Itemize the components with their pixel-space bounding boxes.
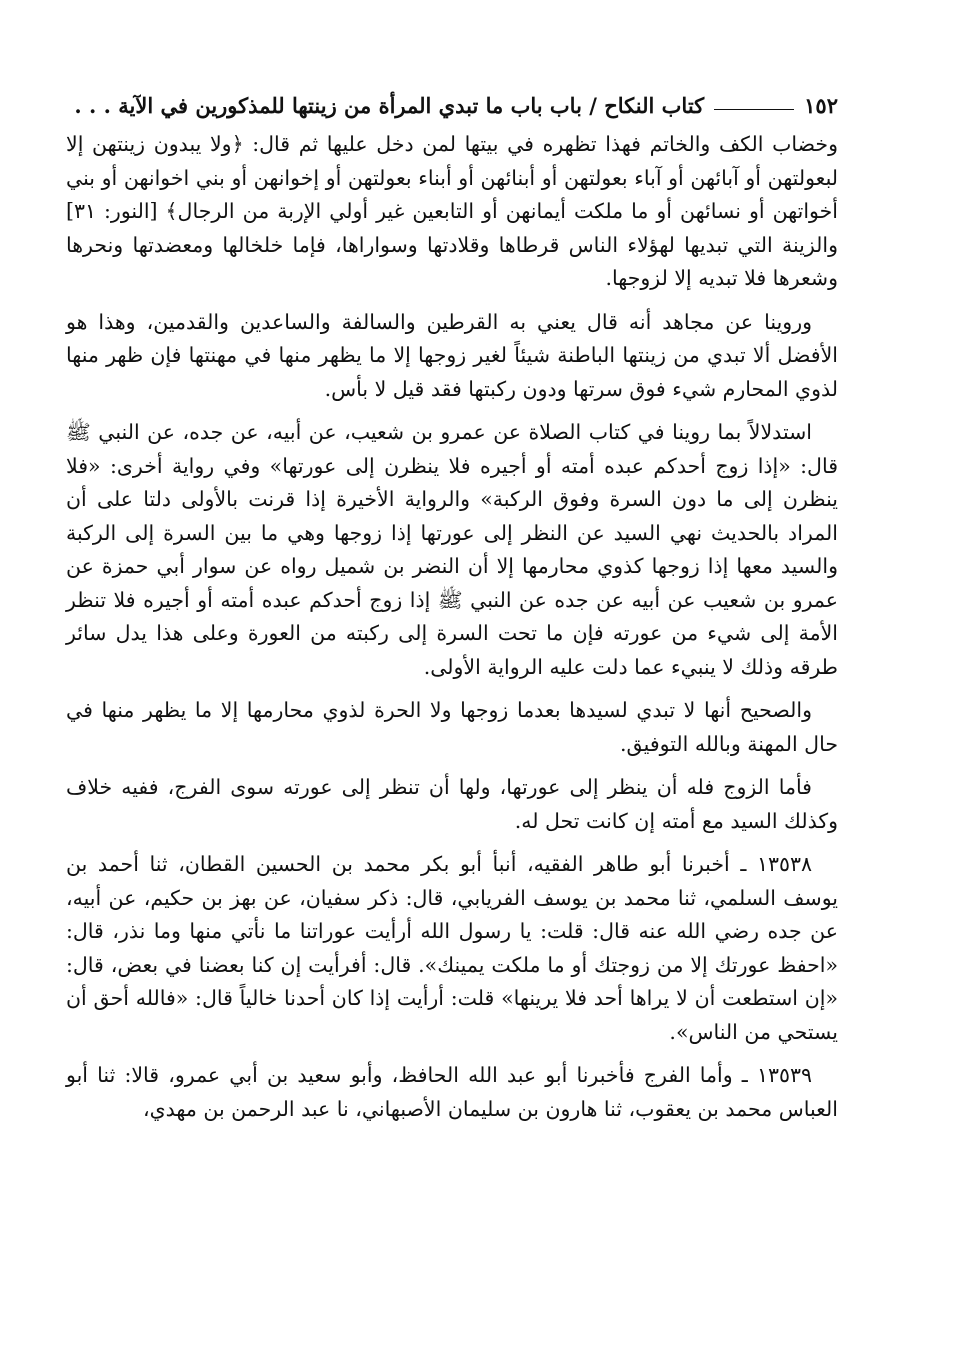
hadith-13539: ١٣٥٣٩ ـ وأما الفرج فأخبرنا أبو عبد الله الحافظ، وأبو سعيد بن أبي عمرو، قالا: ثنا أبو العباس محمد بن يعقوب، ثنا هارون بن سليمان الأصبهاني، نا عبد الرحمن بن مهدي، [66, 1063, 838, 1121]
page-number: ١٥٢ [804, 93, 838, 118]
paragraph-2: وروينا عن مجاهد أنه قال يعني به القرطين والسالفة والساعدين والقدمين، وهذا هو الأفضل ألا تبدي من زينتها الباطنة شيئاً لغير زوجها إلا ما يظهر منها في مهنتها فإن ظهر منها لذوي المحارم شيء فوق سرتها ودون ركبتها فقد قيل لا بأس. [66, 309, 838, 401]
paragraph-4: والصحيح أنها لا تبدي لسيدها بعدما زوجها ولا الحرة لذوي محارمها إلا ما يظهر منها في حال المهنة وبالله التوفيق. [66, 698, 838, 756]
running-title: كتاب النكاح / باب باب ما تبدي المرأة من زينتها للمذكورين في الآية . . . [74, 93, 705, 118]
body-text [66, 128, 838, 1126]
book-page [66, 78, 838, 1338]
header-rule [714, 109, 794, 110]
paragraph-5: فأما الزوج فله أن ينظر إلى عورتها، ولها أن تنظر إلى عورته سوى الفرج، ففيه خلاف وكذلك السيد مع أمته إن كانت تحل له. [66, 775, 838, 833]
paragraph-3: استدلالاً بما روينا في كتاب الصلاة عن عمرو بن شعيب، عن أبيه، عن جده، عن النبي ﷺ قال: «إذا زوج أحدكم عبده أمته أو أجيره فلا ينظرن إلى عورتها» وفي رواية أخرى: «فلا ينظرن إلى ما دون السرة وفوق الركبة» والرواية الأخيرة إذا قرنت بالأولى دلتا على أن المراد بالحديث نهي السيد عن النظر إلى عورتها إذا زوجها وهي ما بين السرة إلى الركبة والسيد معها إذا زوجها كذوي محارمها إلا أن النضر بن شميل رواه عن سوار أبي حمزة عن عمرو بن شعيب عن أبيه عن جده عن النبي ﷺ إذا زوج أحدكم عبده أمته أو أجيره فلا تنظر الأمة إلى شيء من عورته فإن ما تحت السرة إلى ركبته من العورة وعلى هذا يدل سائر طرقه وذلك لا ينبيء عما دلت عليه الرواية الأولى. [66, 420, 838, 679]
paragraph-1: وخضاب الكف والخاتم فهذا تظهره في بيتها لمن دخل عليها ثم قال: ﴿ولا يبدون زينتهن إلا لبعولتهن أو آبائهن أو آباء بعولتهن أو أبنائهن أو أبناء بعولتهن أو إخوانهن أو بني اخوانهن أو بني أخواتهن أو نسائهن أو ما ملكت أيمانهن أو التابعين غير أولي الإربة من الرجال﴾ [النور: ٣١] والزينة التي تبديها لهؤلاء الناس قرطاها وقلادتها وسواراها، فإما خلخالها ومعضدتها ونحرها وشعرها فلا تبديه إلا لزوجها. [66, 132, 838, 290]
running-header [66, 78, 838, 118]
hadith-13538: ١٣٥٣٨ ـ أخبرنا أبو طاهر الفقيه، أنبأ أبو بكر محمد بن الحسين القطان، ثنا أحمد بن يوسف السلمي، ثنا محمد بن يوسف الفريابي، قال: ذكر سفيان، عن بهز بن حكيم، عن أبيه، عن جده رضي الله عنه قال: قلت: يا رسول الله أرأيت عوراتنا ما نأتي منها وما نذر، قال: «احفظ عورتك إلا من زوجتك أو ما ملكت يمينك». قال: أفرأيت إن كنا بعضنا في بعض، قال: «إن استطعت أن لا يراها أحد فلا يرينها» قلت: أرأيت إذا كان أحدنا خالياً قال: «فالله أحق أن يستحي من الناس». [66, 852, 838, 1044]
